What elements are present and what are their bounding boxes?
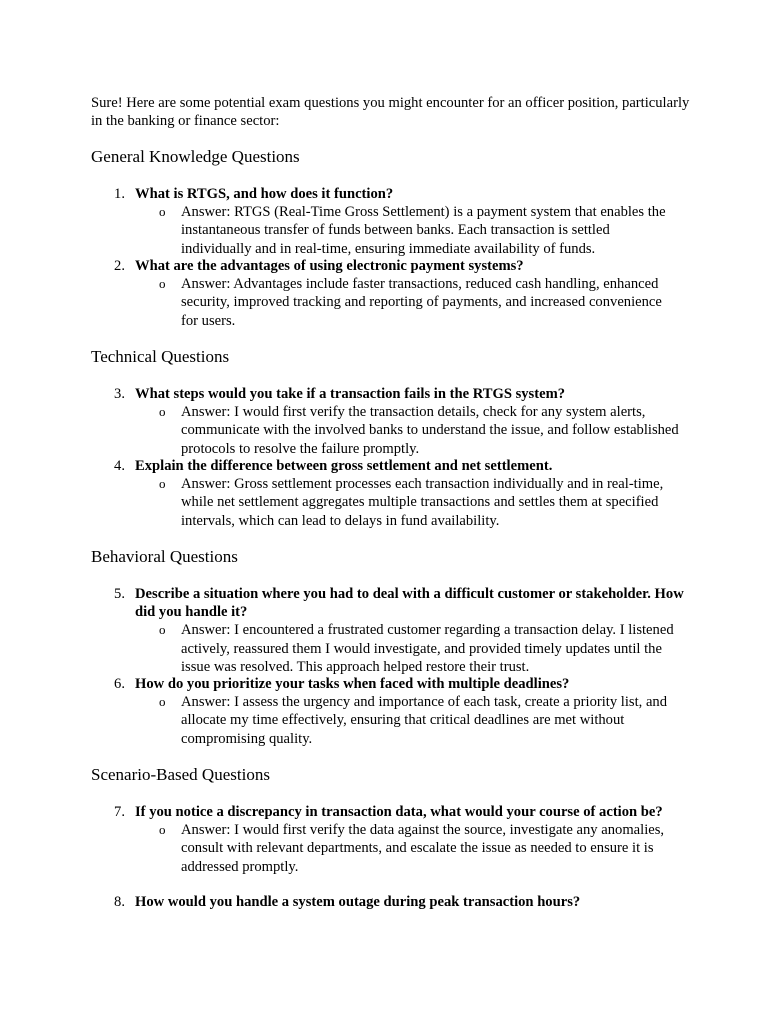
question-item (91, 457, 691, 530)
bullet-icon: o (159, 694, 166, 710)
bullet-icon: o (159, 404, 166, 420)
question-number: 2. (114, 258, 125, 274)
question-item (91, 585, 691, 676)
question-text: Describe a situation where you had to deal with a difficult customer or stakeholder. How did you handle it? (135, 586, 684, 621)
question-text: How do you prioritize your tasks when faced with multiple deadlines? (135, 676, 570, 692)
section-heading-general-knowledge: General Knowledge Questions (91, 147, 300, 166)
question-item (91, 893, 691, 911)
answer-text: Answer: Advantages include faster transactions, reduced cash handling, enhanced security, improved tracking and reporting of payments, and increased convenience for users. (181, 276, 662, 329)
answer-item (159, 475, 681, 530)
question-number: 6. (114, 676, 125, 692)
question-item (91, 185, 691, 258)
question-text: What steps would you take if a transaction fails in the RTGS system? (135, 386, 566, 402)
bullet-icon: o (159, 822, 166, 838)
answer-item (159, 275, 681, 330)
question-text: Explain the difference between gross settlement and net settlement. (135, 458, 553, 474)
answer-text: Answer: Gross settlement processes each transaction individually and in real-time, while net settlement aggregates multiple transactions and settles them at specified intervals, which can lead to delays in fund availability. (181, 476, 664, 529)
bullet-icon: o (159, 276, 166, 292)
answer-text: Answer: I would first verify the data against the source, investigate any anomalies, consult with relevant departments, and escalate the issue as needed to ensure it is addressed promptly. (181, 822, 665, 875)
question-number: 3. (114, 386, 125, 402)
answer-item (159, 693, 681, 748)
bullet-icon: o (159, 622, 166, 638)
answer-text: Answer: I assess the urgency and importance of each task, create a priority list, and allocate my time effectively, ensuring that critical deadlines are met without compromising quality. (181, 694, 668, 747)
answer-text: Answer: I would first verify the transaction details, check for any system alerts, communicate with the involved banks to understand the issue, and follow established protocols to resolve the failure promptly. (181, 404, 679, 457)
question-number: 4. (114, 458, 125, 474)
question-text: If you notice a discrepancy in transaction data, what would your course of action be? (135, 804, 663, 820)
question-item (91, 675, 691, 748)
question-number: 8. (114, 894, 125, 910)
intro-paragraph: Sure! Here are some potential exam questions you might encounter for an officer position, particularly in the banking or finance sector: (91, 95, 690, 130)
section-heading-scenario-based: Scenario-Based Questions (91, 765, 270, 784)
answer-item (159, 621, 681, 676)
question-number: 1. (114, 186, 125, 202)
answer-text: Answer: RTGS (Real-Time Gross Settlement) is a payment system that enables the instantaneous transfer of funds between banks. Each transaction is settled individually and in real-time, ensuring immediate availability of funds. (181, 204, 666, 257)
question-item (91, 257, 691, 330)
section-heading-behavioral: Behavioral Questions (91, 547, 238, 566)
question-item (91, 803, 691, 876)
section-heading-technical: Technical Questions (91, 347, 230, 366)
question-number: 5. (114, 586, 125, 602)
bullet-icon: o (159, 204, 166, 220)
bullet-icon: o (159, 476, 166, 492)
answer-text: Answer: I encountered a frustrated customer regarding a transaction delay. I listened actively, reassured them I would investigate, and provided timely updates until the issue was resolved. This approach helped restore their trust. (181, 622, 674, 675)
question-item (91, 385, 691, 458)
answer-item (159, 203, 681, 258)
question-text: What is RTGS, and how does it function? (135, 186, 394, 202)
answer-item (159, 821, 681, 876)
question-text: What are the advantages of using electronic payment systems? (135, 258, 524, 274)
question-number: 7. (114, 804, 125, 820)
question-text: How would you handle a system outage during peak transaction hours? (135, 894, 581, 910)
answer-item (159, 403, 681, 458)
